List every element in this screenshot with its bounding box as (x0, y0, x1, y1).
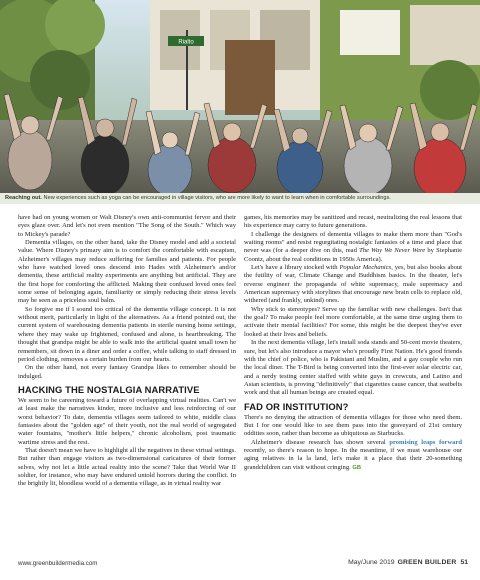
end-mark: GB (352, 464, 362, 471)
paragraph: On the other hand, not every fantasy Grandpa likes to remember should be indulged. (18, 364, 236, 380)
footer-folio (348, 559, 468, 566)
paragraph (244, 439, 462, 472)
left-column (18, 214, 236, 489)
paragraph: have had on young women or Walt Disney's own anti-communist fervor and their eyes glaze over. And let's not even mention "The Song of the South." Which way to Mickey's parade? (18, 214, 236, 238)
text-run: , yes, but also books about the futility of war, Climate Change and Buddhism basics. In the theater, let's reverse engineer the propaganda of white supremacy, male supremacy and American supremacy with storylines that encourage new brain cells to replace old, withered (and frankly, unkind) ones. (244, 264, 462, 305)
caption-text: New experiences such as yoga can be encouraged in village visitors, who are more likely to want to learn when in comfortable surroundings. (41, 195, 391, 201)
text-run: I challenge the designers of dementia villages to make them more than "God's waiting rooms" and resist regurgitating nostalgic fantasies of a time and place that never was (for a deeper dive on this, read (244, 230, 462, 255)
paragraph (244, 231, 462, 264)
magazine-title: Popular Mechanics (339, 264, 392, 272)
research-link[interactable]: promising leaps forward (389, 438, 462, 446)
street-sign-text: Rialto (178, 39, 194, 46)
caption-lead: Reaching out. (5, 195, 42, 201)
paragraph: So forgive me if I sound too critical of the dementia village concept. It is not without merit, particularly in light of the alternatives. As a friend pointed out, the current system of warehousing dementia patients in sterile nursing home settings, where they may wake up frightened, confused and alone, is heartbreaking. The thought that grandpa might be able to walk into the artificial quaint small town he remembers, sit down in a diner and order a coffee, while talking to staff dressed in period clothing, removes a certain burden from our hearts. (18, 305, 236, 363)
paragraph (244, 264, 462, 306)
text-run: by Stephanie Coontz, about the real conditions in 1950s America). (244, 247, 462, 263)
magazine-name: GREEN BUILDER (397, 559, 457, 566)
paragraph: There's no denying the attraction of dementia villages for those who need them. But I for one would like to see them pass into the graveyard of 21st century oddities soon, rather than become as ubiquitous as Starbucks. (244, 413, 462, 438)
yoga-class-photo (0, 0, 480, 193)
issue-date: May/June 2019 (348, 559, 395, 566)
paragraph: games, his memories may be sanitized and recast, neutralizing the real lessons that his experience may carry to future generations. (244, 214, 462, 230)
text-run: Alzheimer's disease research has shown several (251, 438, 390, 446)
footer-website[interactable]: www.greenbuildermedia.com (18, 560, 98, 567)
book-title: The Way We Never Were (359, 247, 426, 255)
text-run: recently, so there's reason to hope. In the meantime, if we must warehouse our aging relatives in la la land, let's make it a place that their 20-something grandchildren can visit without cringing. (244, 446, 462, 471)
page-number: 51 (460, 559, 468, 566)
section-heading: HACKING THE NOSTALGIA NARRATIVE (18, 383, 200, 395)
paragraph: Dementia villages, on the other hand, take the Disney model and add a societal value. Where Disney's primary aim is to comfort the comfortable with escapism, Alzheimer's villages may reduce suffering for families and patients. For people who have watched loved ones descend into Hades with Alzheimer's and/or dementia, these artificial reality experiments are anything but artificial. They are the first hope for comforting the afflicted. Making their confused loved ones feel some sense of belonging again, familiarity or simply reducing their stress levels may be seen as a priceless soul balm. (18, 239, 236, 305)
paragraph: Why stick to stereotypes? Serve up the familiar with new challenges. Isn't that the goal? To make people feel more comfortable, at the same time urging them to activate their mental facilities? For some, this might be the deepest they've ever looked at their lives and beliefs. (244, 305, 462, 338)
right-column (244, 214, 462, 472)
paragraph: That doesn't mean we have to highlight all the negatives in these virtual settings. But rather than engage visitors as two-dimensional caricatures of their former selves, why not let a little actual reality into the scene? Take that World War II soldier, for instance, who may have endured untold horrors during the conflict. In the brightly lit, bloodless world of a dementia village, as in virtual reality war (18, 446, 236, 488)
paragraph: We seem to be careening toward a future of overlapping virtual realities. Can't we at least make the narratives kinder, more inclusive and less reinforcing of our worst behavior? To date, dementia villages seem tailored to white, middle class fantasies about the "golden age" of their youth, not the real world of segregated water fountains, "mother's little helpers," chronic alcoholism, post traumatic wartime stress and the rest. (18, 396, 236, 446)
paragraph: In the next dementia village, let's install soda stands and 50-cent movie theaters, sure, but let's also introduce a mayor who's proudly First Nation. He's good friends with the chief of police, who is Pakistani and Muslim, and a gay couple who run the local diner. The T-Bird is being converted into the first-ever solar electric car, and a nerdy testing center staffed with white guys in crewcuts, and Latino and Asian scientists, is proving "definitively" that cigarettes cause cancer, that seatbelts work and that all human beings are created equal. (244, 339, 462, 397)
section-heading: FAD OR INSTITUTION? (244, 400, 349, 412)
photo-caption (0, 193, 480, 204)
text-run: Let's have a library stocked with (251, 264, 340, 272)
